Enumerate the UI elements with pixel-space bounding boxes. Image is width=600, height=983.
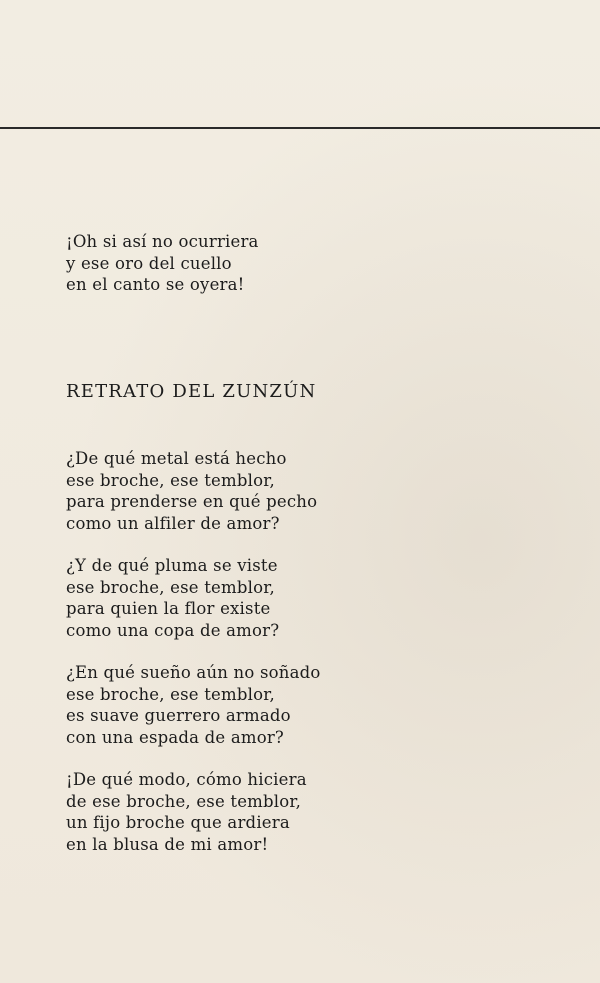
verse-line: ese broche, ese temblor,	[66, 470, 275, 490]
stanza-3	[66, 662, 321, 748]
poem-title: RETRATO DEL ZUNZÚN	[66, 381, 317, 402]
verse-line: ¡De qué modo, cómo hiciera	[66, 770, 307, 789]
header-rule	[0, 127, 600, 129]
verse-line: como una copa de amor?	[66, 620, 280, 640]
verse-line: es suave guerrero armado	[66, 706, 291, 725]
verse-line: ¿Y de qué pluma se viste	[66, 556, 278, 575]
verse-line: un fijo broche que ardiera	[66, 813, 290, 832]
verse-line: ¿En qué sueño aún no soñado	[66, 663, 321, 682]
verse-line: con una espada de amor?	[66, 727, 284, 747]
verse-line: como un alfiler de amor?	[66, 513, 280, 533]
stanza-4	[66, 769, 307, 855]
verse-line: ese broche, ese temblor,	[66, 577, 275, 597]
stanza-2	[66, 555, 279, 641]
verse-line: para quien la flor existe	[66, 599, 271, 618]
verse-line: en la blusa de mi amor!	[66, 834, 269, 854]
verse-line: para prenderse en qué pecho	[66, 492, 318, 511]
verse-line: en el canto se oyera!	[66, 275, 245, 294]
verse-line: ¿De qué metal está hecho	[66, 449, 287, 468]
verse-line: ¡Oh si así no ocurriera	[66, 232, 259, 251]
stanza-1	[66, 448, 317, 534]
verse-line: de ese broche, ese temblor,	[66, 791, 302, 811]
verse-line: ese broche, ese temblor,	[66, 684, 275, 704]
previous-poem-ending	[66, 231, 259, 296]
verse-line: y ese oro del cuello	[66, 253, 232, 273]
